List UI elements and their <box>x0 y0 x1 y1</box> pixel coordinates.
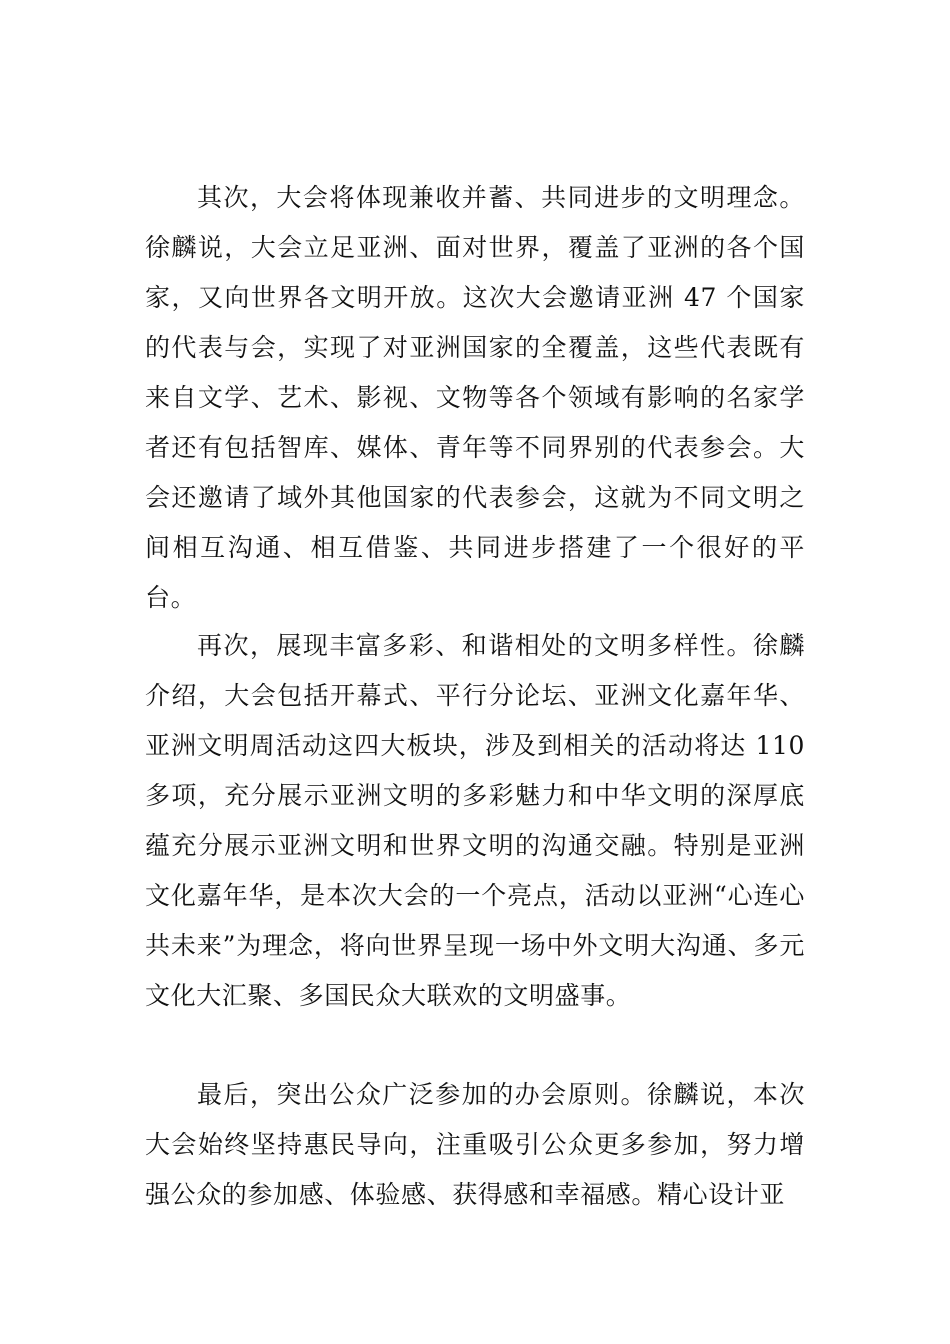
paragraph-civilization-concept: 其次，大会将体现兼收并蓄、共同进步的文明理念。徐麟说，大会立足亚洲、面对世界，覆盖了亚洲的各个国家，又向世界各文明开放。这次大会邀请亚洲 47 个国家的代表与会，实现了对亚洲国家的全覆盖，这些代表既有来自文学、艺术、影视、文物等各个领域有影响的名家学者还有包括智库、媒体、青年等不同界别的代表参会。大会还邀请了域外其他国家的代表参会，这就为不同文明之间相互沟通、相互借鉴、共同进步搭建了一个很好的平台。 <box>145 183 805 612</box>
paragraph-public-participation: 最后，突出公众广泛参加的办会原则。徐麟说，本次大会始终坚持惠民导向，注重吸引公众更多参加，努力增强公众的参加感、体验感、获得感和幸福感。精心设计亚 <box>145 1080 805 1209</box>
paragraph-civilization-diversity: 再次，展现丰富多彩、和谐相处的文明多样性。徐麟介绍，大会包括开幕式、平行分论坛、亚洲文化嘉年华、亚洲文明周活动这四大板块，涉及到相关的活动将达 110 多项，充分展示亚洲文明的多彩魅力和中华文明的深厚底蕴充分展示亚洲文明和世界文明的沟通交融。特别是亚洲文化嘉年华，是本次大会的一个亮点，活动以亚洲“心连心共未来”为理念，将向世界呈现一场中外文明大沟通、多元文化大汇聚、多国民众大联欢的文明盛事。 <box>145 631 805 1010</box>
